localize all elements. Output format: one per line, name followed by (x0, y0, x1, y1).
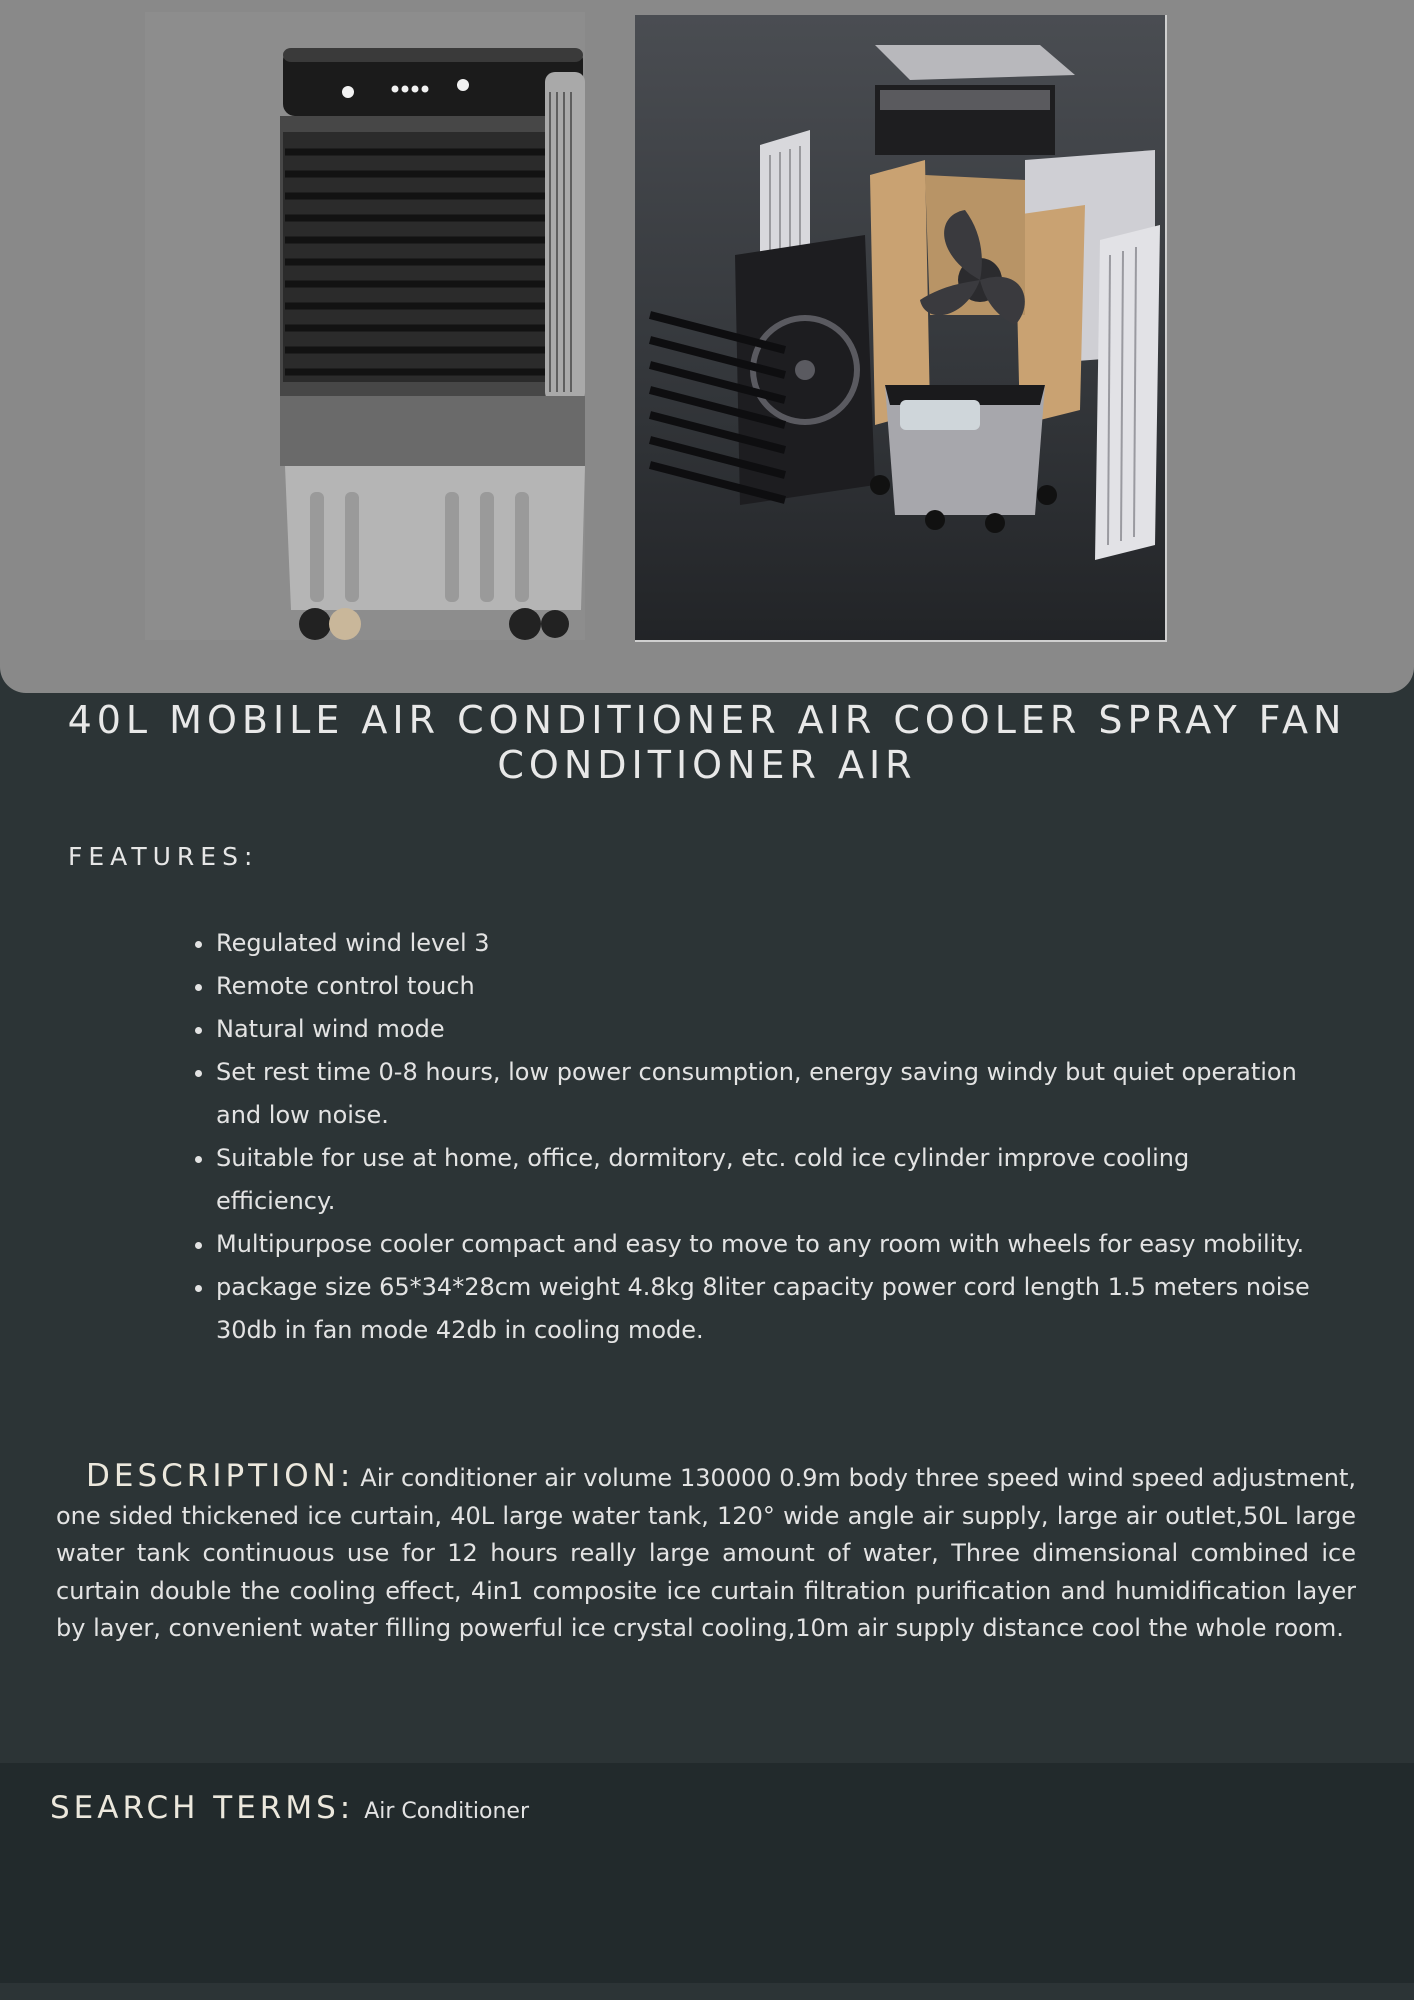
features-list (216, 922, 1316, 1352)
features-heading: FEATURES: (68, 842, 259, 871)
product-image-banner (0, 0, 1414, 693)
feature-item: • package size 65*34*28cm weight 4.8kg 8liter capacity power cord length 1.5 meters noise 30db in fan mode 42db in cooling mode. (216, 1266, 1316, 1352)
product-title: 40L MOBILE AIR CONDITIONER AIR COOLER SPRAY FAN CONDITIONER AIR (67, 698, 1347, 787)
search-terms-label: SEARCH TERMS: (50, 1790, 355, 1826)
air-cooler-exploded-view-icon (635, 15, 1167, 642)
feature-item: • Set rest time 0-8 hours, low power consumption, energy saving windy but quiet operation and low noise. (216, 1051, 1316, 1137)
search-terms (50, 1790, 529, 1826)
feature-item: • Remote control touch (216, 965, 1316, 1008)
feature-item: • Regulated wind level 3 (216, 922, 1316, 965)
feature-item: • Multipurpose cooler compact and easy to move to any room with wheels for easy mobility. (216, 1223, 1316, 1266)
air-cooler-product-icon (145, 12, 585, 640)
search-terms-value: Air Conditioner (364, 1799, 529, 1824)
description-text: Air conditioner air volume 130000 0.9m body three speed wind speed adjustment, one sided thickened ice curtain, 40L large water tank, 120° wide angle air supply, large air outlet,50L large water tank continuous use for 12 hours really large amount of water, Three dimensional combined ice curtain double the cooling effect, 4in1 composite ice curtain filtration purification and humidification layer by layer, convenient water filling powerful ice crystal cooling,10m air supply distance cool the whole room. (56, 1464, 1356, 1642)
feature-item: • Suitable for use at home, office, dormitory, etc. cold ice cylinder improve cooling efficiency. (216, 1137, 1316, 1223)
description-label: DESCRIPTION: (86, 1458, 355, 1494)
feature-item: • Natural wind mode (216, 1008, 1316, 1051)
description-section (56, 1458, 1356, 1648)
